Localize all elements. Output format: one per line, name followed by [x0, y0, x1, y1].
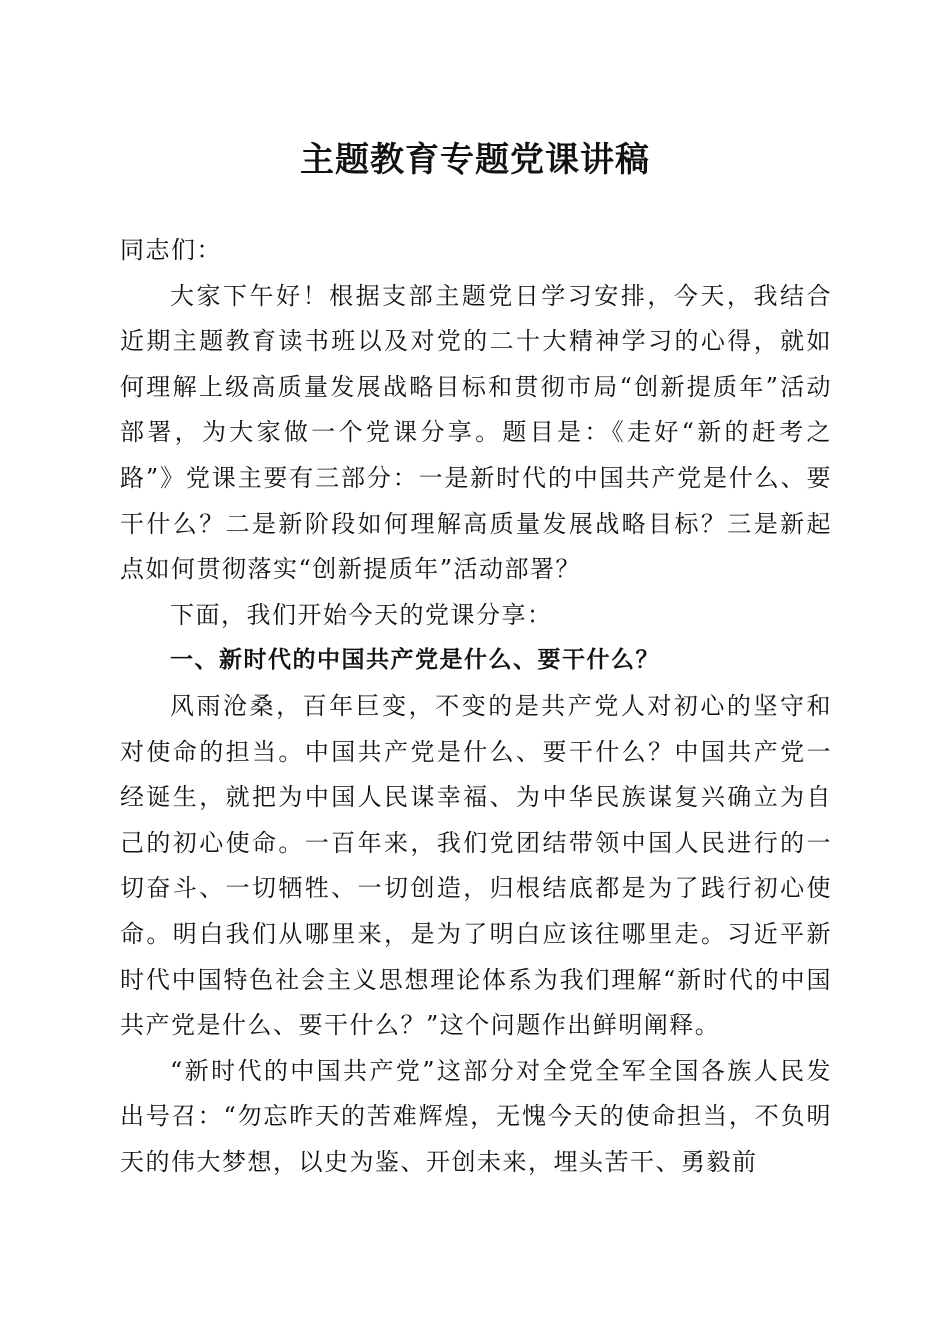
paragraph-intro: 大家下午好！根据支部主题党日学习安排，今天，我结合近期主题教育读书班以及对党的二十大精神学习的心得，就如何理解上级高质量发展战略目标和贯彻市局“创新提质年”活动部署，为大家做一个党课分享。题目是：《走好“新的赶考之路”》党课主要有三部分：一是新时代的中国共产党是什么、要干什么？二是新阶段如何理解高质量发展战略目标？三是新起点如何贯彻落实“创新提质年”活动部署？: [120, 281, 832, 584]
salutation: 同志们：: [120, 236, 222, 264]
section-heading-1: 一、新时代的中国共产党是什么、要干什么？: [170, 647, 660, 674]
document-body: [120, 228, 832, 1185]
paragraph-transition: 下面，我们开始今天的党课分享：: [170, 600, 553, 629]
section-1-paragraph: “新时代的中国共产党”这部分对全党全军全国各族人民发出号召：“勿忘昨天的苦难辉煌，无愧今天的使命担当，不负明天的伟大梦想，以史为鉴、开创未来，埋头苦干、勇毅前: [120, 1056, 832, 1176]
document-title: 主题教育专题党课讲稿: [300, 140, 650, 180]
section-1-paragraph: 风雨沧桑，百年巨变，不变的是共产党人对初心的坚守和对使命的担当。中国共产党是什么、要干什么？中国共产党一经诞生，就把为中国人民谋幸福、为中华民族谋复兴确立为自己的初心使命。一百年来，我们党团结带领中国人民进行的一切奋斗、一切牺牲、一切创造，归根结底都是为了践行初心使命。明白我们从哪里来，是为了明白应该往哪里走。习近平新时代中国特色社会主义思想理论体系为我们理解“新时代的中国共产党是什么、要干什么？”这个问题作出鲜明阐释。: [120, 691, 832, 1040]
